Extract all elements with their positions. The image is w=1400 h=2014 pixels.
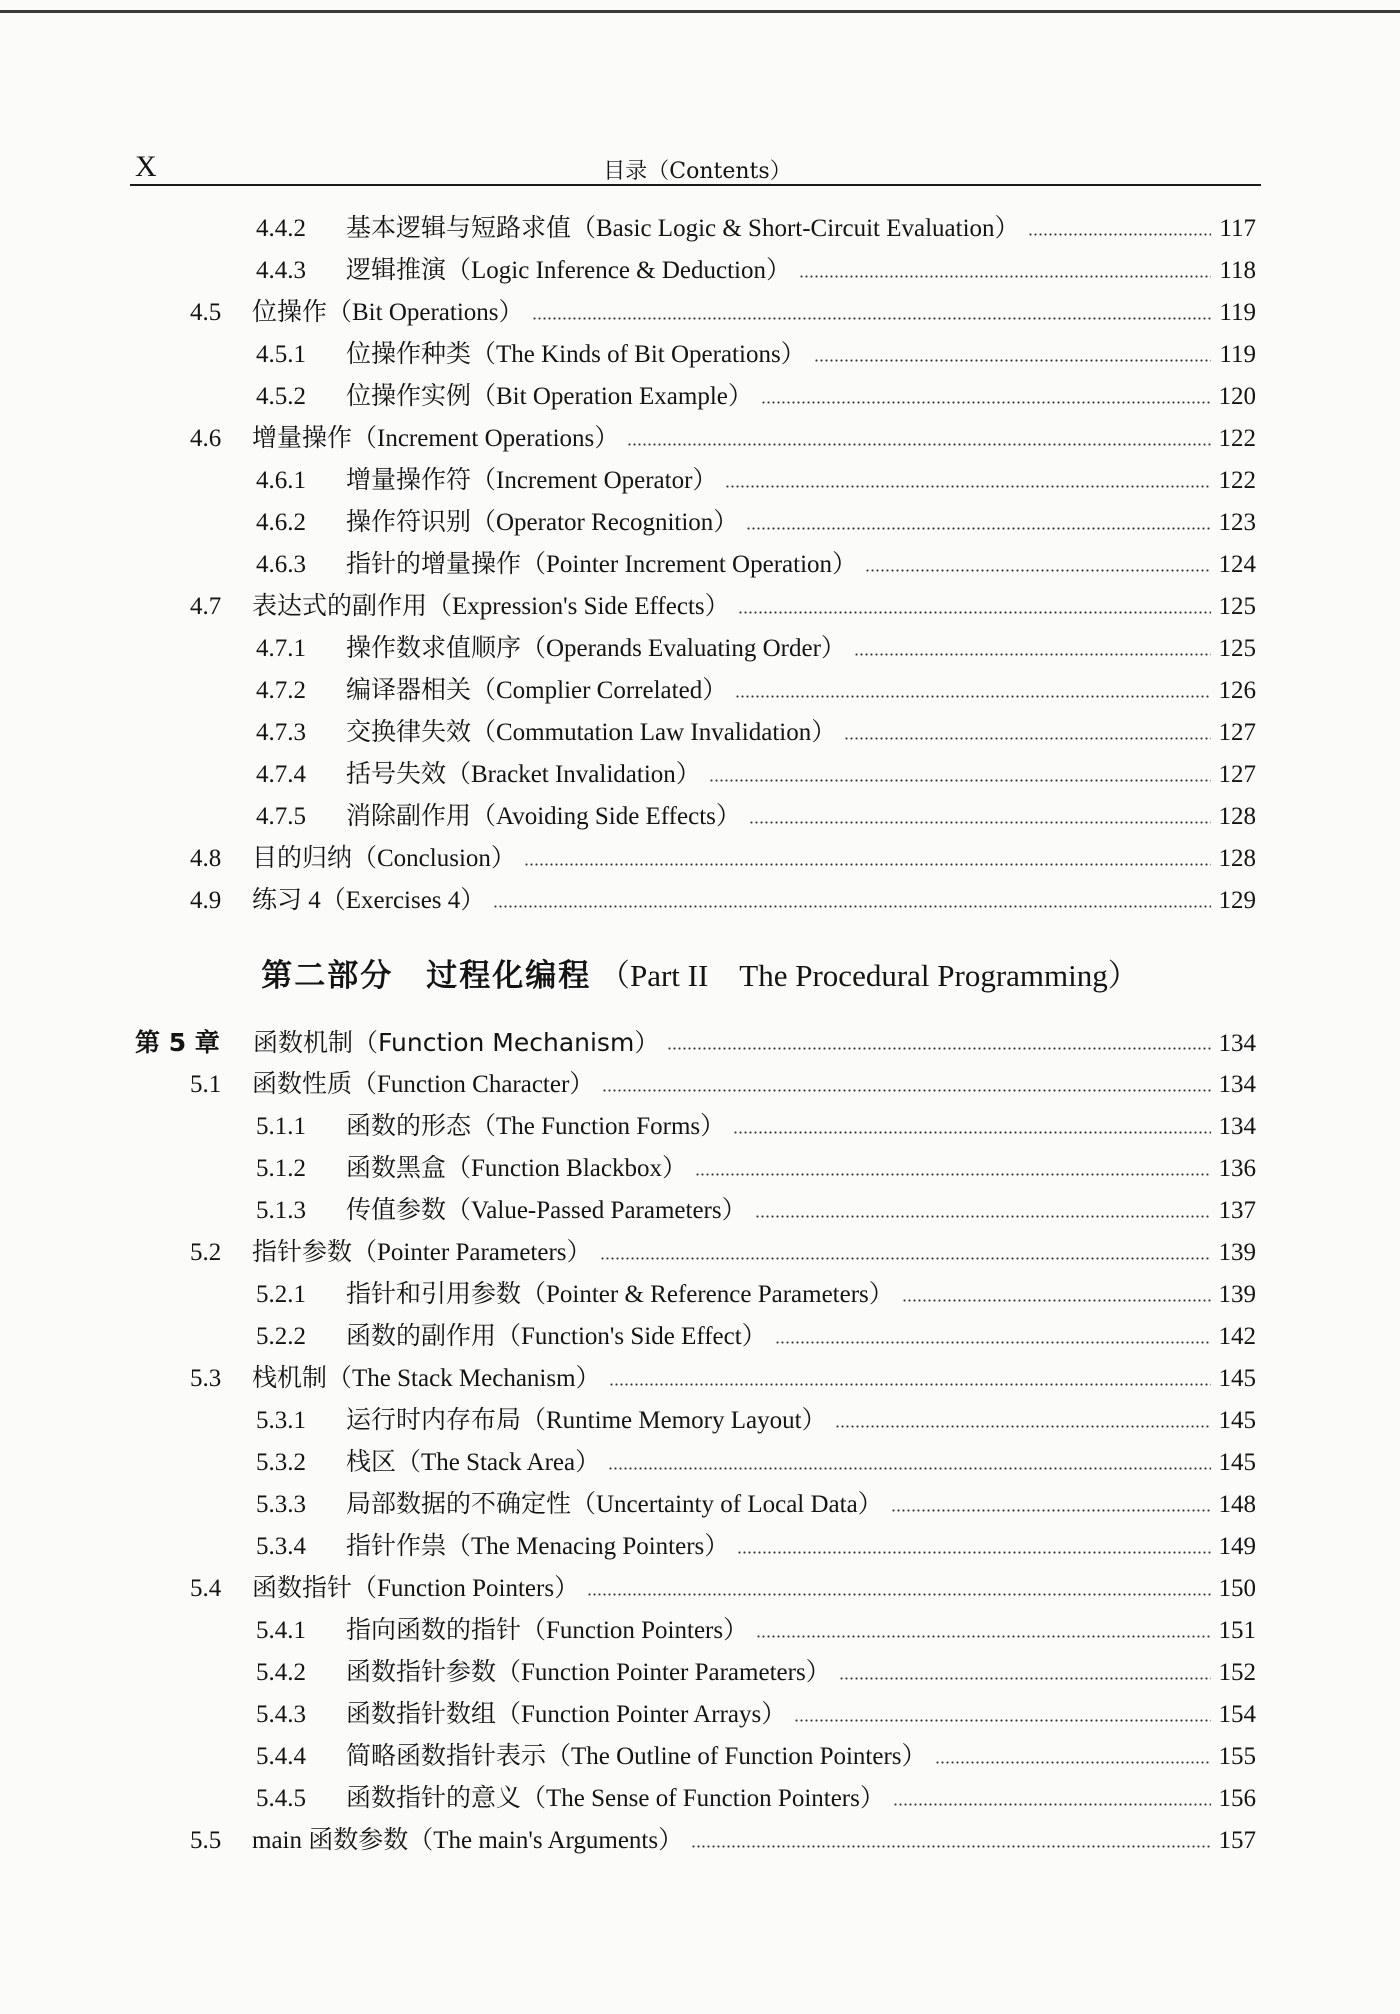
toc-entry-page: 151 (1218, 1617, 1256, 1644)
toc-entry-page: 152 (1218, 1659, 1256, 1686)
toc-entry-number: 4.6 (190, 425, 222, 452)
toc-entry-number: 4.5 (190, 299, 222, 326)
toc-entry-number: 5.3 (190, 1365, 222, 1392)
part-heading-cn: 第二部分 过程化编程 (261, 958, 592, 993)
toc-entry-title: 指向函数的指针（Function Pointers） (346, 1617, 749, 1644)
toc-entry (256, 460, 1256, 502)
toc-entry (256, 502, 1256, 544)
toc-leader-dots (733, 1131, 1210, 1134)
toc-entry-title: 目的归纳（Conclusion） (252, 845, 516, 872)
toc-entry-number: 5.1 (190, 1071, 222, 1098)
page-header (135, 150, 1260, 186)
toc-entry-page: 123 (1218, 509, 1256, 536)
toc-entry (256, 1400, 1256, 1442)
toc-entry-number: 5.3.4 (256, 1533, 306, 1560)
toc-leader-dots (891, 1509, 1211, 1512)
toc-entry-title: 简略函数指针表示（The Outline of Function Pointers） (346, 1743, 927, 1770)
toc-entry-page: 120 (1218, 383, 1256, 410)
toc-entry-title: 函数的副作用（Function's Side Effect） (346, 1323, 767, 1350)
toc-entry (190, 1568, 1256, 1610)
toc-entry-page: 134 (1218, 1030, 1256, 1057)
toc-entry (190, 1064, 1256, 1106)
toc-leader-dots (761, 401, 1211, 404)
toc-leader-dots (902, 1299, 1211, 1302)
toc-entry-page: 134 (1218, 1113, 1256, 1140)
toc-entry-title: 指针作祟（The Menacing Pointers） (346, 1533, 730, 1560)
toc-entry (256, 376, 1256, 418)
toc-entry (256, 1526, 1256, 1568)
toc-entry-page: 119 (1219, 299, 1256, 326)
toc-leader-dots (609, 1383, 1211, 1386)
toc-entry (256, 1148, 1256, 1190)
toc-entry-title: 局部数据的不确定性（Uncertainty of Local Data） (346, 1491, 883, 1518)
part-heading-en: （Part II The Procedural Programming） (598, 958, 1139, 993)
toc-entry-page: 157 (1218, 1827, 1256, 1854)
toc-leader-dots (602, 1089, 1210, 1092)
toc-entry-title: 练习 4（Exercises 4） (252, 887, 486, 914)
toc-entry (190, 880, 1256, 922)
toc-entry-number: 5.4.4 (256, 1743, 306, 1770)
toc-entry-page: 126 (1218, 677, 1256, 704)
toc-entry-title: main 函数参数（The main's Arguments） (252, 1827, 684, 1854)
running-title: 目录（Contents） (603, 159, 792, 184)
toc-leader-dots (893, 1803, 1211, 1806)
toc-leader-dots (756, 1635, 1210, 1638)
toc-entry-title: 位操作种类（The Kinds of Bit Operations） (346, 341, 806, 368)
toc-entry-page: 128 (1218, 845, 1256, 872)
toc-leader-dots (749, 821, 1211, 824)
toc-entry (256, 1190, 1256, 1232)
toc-entry-page: 127 (1218, 719, 1256, 746)
toc-entry (135, 1022, 1256, 1064)
toc-entry-page: 150 (1218, 1575, 1256, 1602)
toc-entry-title: 指针的增量操作（Pointer Increment Operation） (346, 551, 858, 578)
toc-entry-title: 编译器相关（Complier Correlated） (346, 677, 728, 704)
toc-entry-title: 增量操作（Increment Operations） (252, 425, 620, 452)
toc-leader-dots (600, 1257, 1211, 1260)
toc-entry-title: 操作数求值顺序（Operands Evaluating Order） (346, 635, 846, 662)
toc-entry (190, 1358, 1256, 1400)
toc-entry-title: 传值参数（Value-Passed Parameters） (346, 1197, 747, 1224)
toc-entry-page: 124 (1218, 551, 1256, 578)
toc-entry (256, 544, 1256, 586)
toc-leader-dots (709, 779, 1211, 782)
toc-entry-number: 5.4.2 (256, 1659, 306, 1686)
toc-entry (256, 1778, 1256, 1820)
header-rule (130, 184, 1261, 186)
toc-entry-number: 4.4.2 (256, 215, 306, 242)
toc-leader-dots (725, 485, 1210, 488)
toc-leader-dots (667, 1047, 1210, 1050)
toc-entry-number: 5.2.2 (256, 1323, 306, 1350)
toc-entry-page: 145 (1218, 1449, 1256, 1476)
toc-entry (190, 1232, 1256, 1274)
toc-leader-dots (735, 695, 1210, 698)
toc-entry-page: 119 (1219, 341, 1256, 368)
toc-entry-page: 154 (1218, 1701, 1256, 1728)
toc-entry-page: 145 (1218, 1407, 1256, 1434)
toc-entry (256, 754, 1256, 796)
toc-entry-page: 148 (1218, 1491, 1256, 1518)
toc-entry (256, 796, 1256, 838)
toc-entry-page: 125 (1218, 635, 1256, 662)
toc-entry (256, 1610, 1256, 1652)
toc-entry-title: 运行时内存布局（Runtime Memory Layout） (346, 1407, 827, 1434)
toc-entry-number: 4.7.2 (256, 677, 306, 704)
toc-entry (256, 334, 1256, 376)
toc-entry-page: 137 (1218, 1197, 1256, 1224)
toc-entry (256, 1106, 1256, 1148)
toc-leader-dots (814, 359, 1212, 362)
toc-entry-title: 基本逻辑与短路求值（Basic Logic & Short-Circuit Evaluation） (346, 215, 1020, 242)
toc-entry-page: 149 (1218, 1533, 1256, 1560)
toc-entry-page: 128 (1218, 803, 1256, 830)
toc-entry (190, 292, 1256, 334)
toc-entry-title: 位操作（Bit Operations） (252, 299, 524, 326)
toc-leader-dots (627, 443, 1210, 446)
toc-entry-page: 139 (1218, 1281, 1256, 1308)
toc-entry-title: 位操作实例（Bit Operation Example） (346, 383, 753, 410)
toc-entry-page: 142 (1218, 1323, 1256, 1350)
toc-leader-dots (865, 569, 1210, 572)
toc-entry (256, 1652, 1256, 1694)
toc-leader-dots (695, 1173, 1211, 1176)
toc-entry (256, 1736, 1256, 1778)
toc-entry-page: 145 (1218, 1365, 1256, 1392)
toc-entry-number: 4.6.1 (256, 467, 306, 494)
toc-entry-page: 117 (1219, 215, 1256, 242)
toc-leader-dots (775, 1341, 1211, 1344)
toc-entry-number: 5.1.2 (256, 1155, 306, 1182)
toc-entry (256, 208, 1256, 250)
toc-entry-title: 逻辑推演（Logic Inference & Deduction） (346, 257, 792, 284)
toc-entry-number: 5.3.3 (256, 1491, 306, 1518)
toc-leader-dots (935, 1761, 1211, 1764)
toc-entry-number: 5.5 (190, 1827, 222, 1854)
toc-entry-number: 4.7 (190, 593, 222, 620)
toc-entry-title: 函数指针的意义（The Sense of Function Pointers） (346, 1785, 885, 1812)
toc-entry-page: 155 (1218, 1743, 1256, 1770)
toc-leader-dots (799, 275, 1211, 278)
toc-entry-number: 4.8 (190, 845, 222, 872)
toc-entry (256, 1274, 1256, 1316)
toc-entry-number: 4.6.3 (256, 551, 306, 578)
page-folio: X (135, 150, 157, 183)
toc-entry-title: 函数的形态（The Function Forms） (346, 1113, 726, 1140)
toc-entry-number: 5.4.1 (256, 1617, 306, 1644)
toc-entry (256, 250, 1256, 292)
toc-entry-number: 5.1.1 (256, 1113, 306, 1140)
toc-leader-dots (532, 317, 1212, 320)
toc-entry-page: 129 (1218, 887, 1256, 914)
toc-leader-dots (493, 905, 1210, 908)
toc-entry-title: 栈区（The Stack Area） (346, 1449, 601, 1476)
toc-entry-number: 4.4.3 (256, 257, 306, 284)
toc-entry-title: 操作符识别（Operator Recognition） (346, 509, 739, 536)
toc-entry-page: 125 (1218, 593, 1256, 620)
toc-entry-title: 交换律失效（Commutation Law Invalidation） (346, 719, 837, 746)
toc-leader-dots (738, 611, 1211, 614)
toc-entry (256, 1442, 1256, 1484)
toc-leader-dots (524, 863, 1211, 866)
toc-entry (256, 1694, 1256, 1736)
scan-edge-line (0, 10, 1400, 13)
toc-entry-title: 函数指针参数（Function Pointer Parameters） (346, 1659, 831, 1686)
toc-entry-title: 函数机制（Function Mechanism） (253, 1028, 660, 1057)
toc-entry (256, 712, 1256, 754)
toc-leader-dots (691, 1845, 1210, 1848)
toc-entry-number: 4.7.1 (256, 635, 306, 662)
toc-entry-number: 5.1.3 (256, 1197, 306, 1224)
toc-entry-page: 122 (1218, 425, 1256, 452)
toc-entry-title: 表达式的副作用（Expression's Side Effects） (252, 593, 730, 620)
toc-entry-title: 增量操作符（Increment Operator） (346, 467, 718, 494)
toc-entry-page: 136 (1218, 1155, 1256, 1182)
toc-entry-title: 函数指针数组（Function Pointer Arrays） (346, 1701, 787, 1728)
toc-entry-title: 指针和引用参数（Pointer & Reference Parameters） (346, 1281, 894, 1308)
toc-entry-number: 4.7.3 (256, 719, 306, 746)
toc-entry-title: 函数指针（Function Pointers） (252, 1575, 580, 1602)
toc-entry-number: 5.2 (190, 1239, 222, 1266)
toc-entry-page: 118 (1219, 257, 1256, 284)
toc-leader-dots (844, 737, 1210, 740)
toc-leader-dots (1028, 233, 1212, 236)
toc-leader-dots (587, 1593, 1210, 1596)
toc-entry (256, 628, 1256, 670)
toc-entry-number: 5.2.1 (256, 1281, 306, 1308)
toc-entry-title: 函数性质（Function Character） (252, 1071, 595, 1098)
toc-entry (256, 1484, 1256, 1526)
toc-entry-page: 156 (1218, 1785, 1256, 1812)
toc-entry-number: 4.6.2 (256, 509, 306, 536)
toc-entry-number: 4.9 (190, 887, 222, 914)
toc-entry-number: 4.7.4 (256, 761, 306, 788)
part-heading (0, 950, 1400, 995)
toc-entry-title: 消除副作用（Avoiding Side Effects） (346, 803, 741, 830)
toc-leader-dots (608, 1467, 1210, 1470)
toc-entry-title: 指针参数（Pointer Parameters） (252, 1239, 592, 1266)
toc-entry (190, 1820, 1256, 1862)
toc-leader-dots (839, 1677, 1211, 1680)
toc-entry-page: 134 (1218, 1071, 1256, 1098)
toc-entry-number: 5.4.5 (256, 1785, 306, 1812)
toc-entry-number: 4.7.5 (256, 803, 306, 830)
toc-entry (190, 838, 1256, 880)
toc-leader-dots (755, 1215, 1211, 1218)
toc-entry (256, 1316, 1256, 1358)
toc-entry-number: 4.5.2 (256, 383, 306, 410)
toc-entry-number: 5.4.3 (256, 1701, 306, 1728)
toc-leader-dots (854, 653, 1211, 656)
toc-entry-number: 4.5.1 (256, 341, 306, 368)
toc-leader-dots (835, 1425, 1211, 1428)
toc-entry-page: 139 (1218, 1239, 1256, 1266)
toc-entry (256, 670, 1256, 712)
toc-leader-dots (737, 1551, 1210, 1554)
toc-leader-dots (794, 1719, 1210, 1722)
toc-entry-number: 5.3.2 (256, 1449, 306, 1476)
toc-entry-number: 5.3.1 (256, 1407, 306, 1434)
toc-entry (190, 586, 1256, 628)
toc-entry (190, 418, 1256, 460)
toc-leader-dots (746, 527, 1210, 530)
toc-entry-number: 第 5 章 (135, 1028, 220, 1057)
toc-entry-page: 127 (1218, 761, 1256, 788)
toc-entry-title: 函数黑盒（Function Blackbox） (346, 1155, 687, 1182)
toc-entry-title: 栈机制（The Stack Mechanism） (252, 1365, 601, 1392)
toc-entry-page: 122 (1218, 467, 1256, 494)
toc-entry-number: 5.4 (190, 1575, 222, 1602)
toc-entry-title: 括号失效（Bracket Invalidation） (346, 761, 701, 788)
